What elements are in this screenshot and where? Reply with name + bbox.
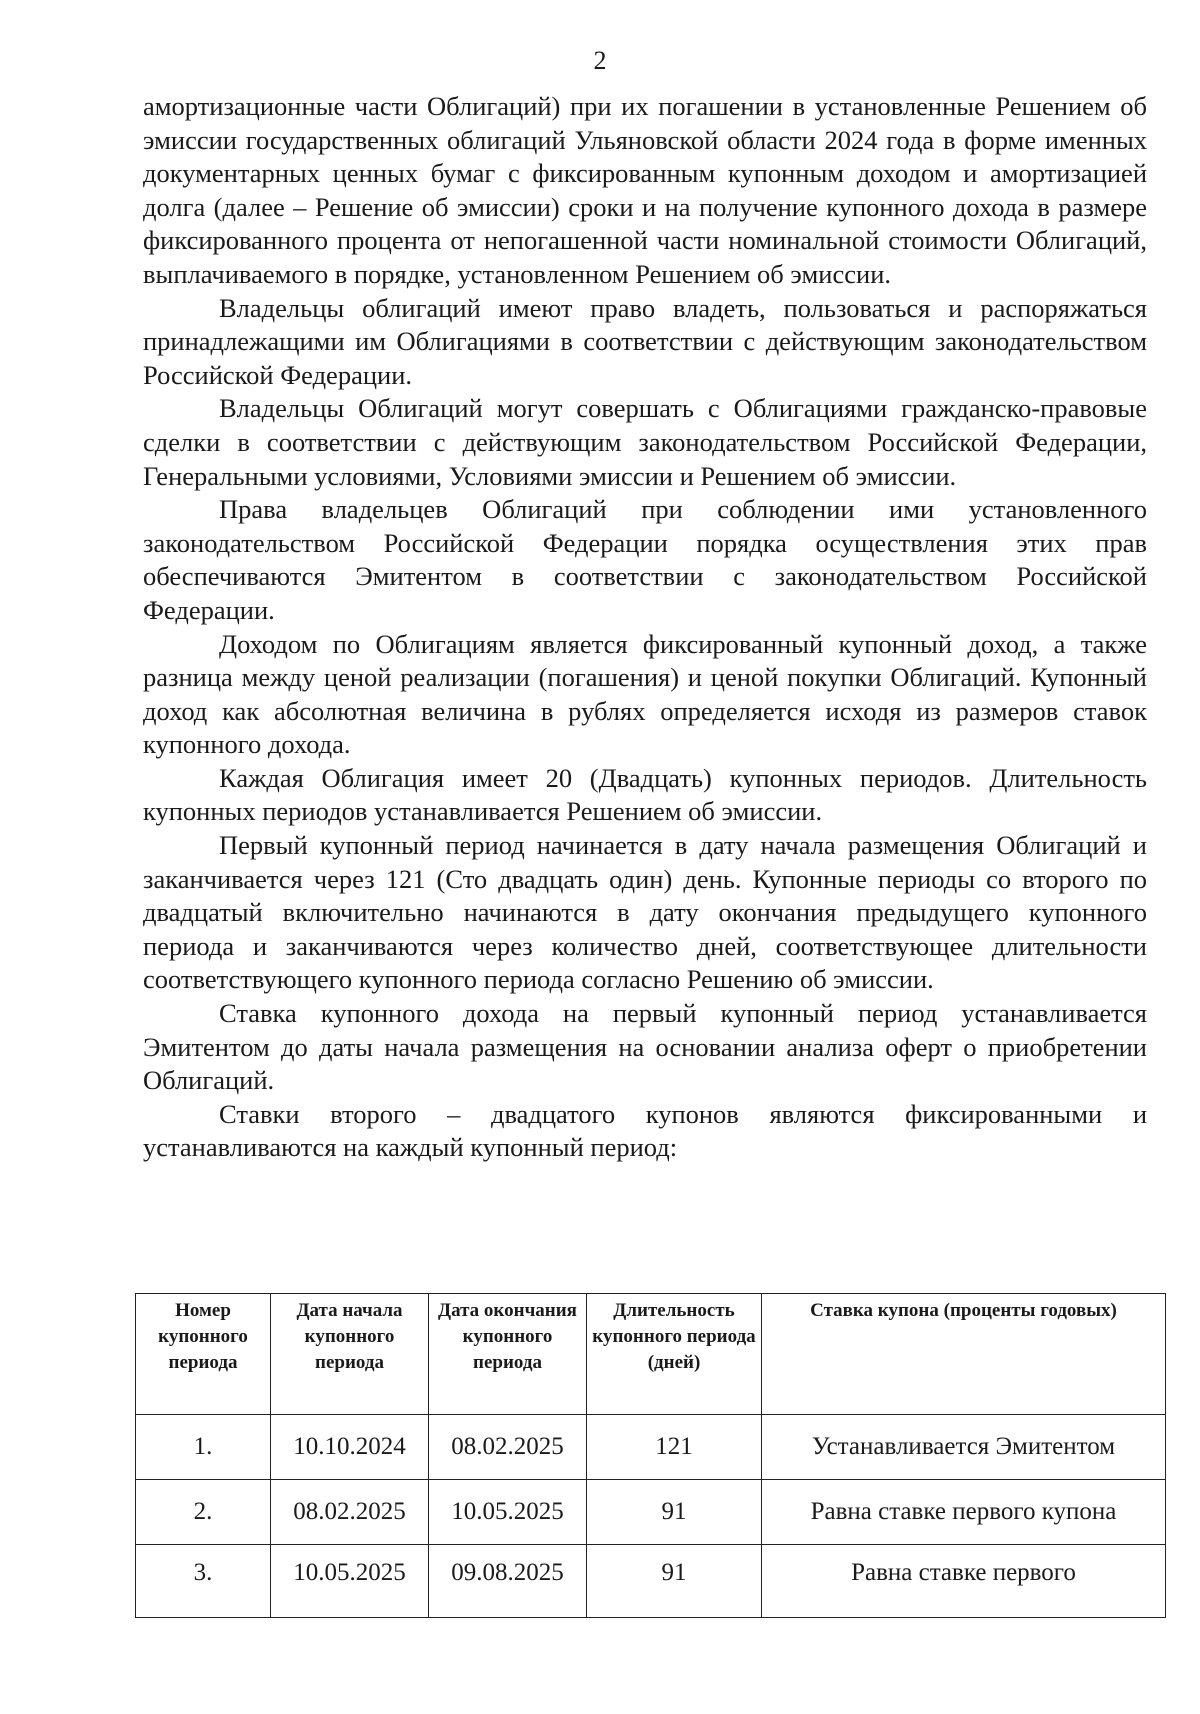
cell-duration: 91: [587, 1545, 762, 1618]
paragraph-owners-rights: Владельцы облигаций имеют право владеть, пользоваться и распоряжаться принадлежащими им Облигациями в соответствии с действующим законодательством Российской Федерации.: [143, 292, 1147, 390]
cell-start-date: 08.02.2025: [271, 1480, 429, 1545]
cell-start-date: 10.10.2024: [271, 1415, 429, 1480]
paragraph-first-rate: Ставка купонного дохода на первый купонный период устанавливается Эмитентом до даты начала размещения на основании анализа оферт о приобретении Облигаций.: [143, 998, 1147, 1096]
paragraph-first-period: Первый купонный период начинается в дату начала размещения Облигаций и заканчивается через 121 (Сто двадцать один) день. Купонные периоды со второго по двадцатый включительно начинаются в дату окончания предыдущего купонного периода и заканчиваются через количество дней, соответствующее длительности соответствующего купонного периода согласно Решению об эмиссии.: [143, 830, 1147, 995]
cell-period-number: 3.: [136, 1545, 271, 1618]
cell-start-date: 10.05.2025: [271, 1545, 429, 1618]
header-duration: Длительность купонного периода (дней): [587, 1294, 762, 1415]
header-period-number: Номер купонного периода: [136, 1294, 271, 1415]
cell-end-date: 10.05.2025: [429, 1480, 587, 1545]
paragraph-rights-protection: Права владельцев Облигаций при соблюдении ими установленного законодательством Российской Федерации порядка осуществления этих прав обеспечиваются Эмитентом в соответствии с законодательством Российской Федерации.: [143, 494, 1147, 625]
cell-period-number: 1.: [136, 1415, 271, 1480]
cell-period-number: 2.: [136, 1480, 271, 1545]
cell-duration: 91: [587, 1480, 762, 1545]
header-end-date: Дата окончания купонного периода: [429, 1294, 587, 1415]
cell-coupon-rate: Устанавливается Эмитентом: [762, 1415, 1166, 1480]
header-coupon-rate: Ставка купона (проценты годовых): [762, 1294, 1166, 1415]
paragraph-continuation: амортизационные части Облигаций) при их погашении в установленные Решением об эмиссии государственных облигаций Ульяновской области 2024 года в форме именных документарных ценных бумаг с фиксированным купонным доходом и амортизацией долга (далее – Решение об эмиссии) сроки и на получение купонного дохода в размере фиксированного процента от непогашенной части номинальной стоимости Облигаций, выплачиваемого в порядке, установленном Решением об эмиссии.: [143, 91, 1147, 289]
cell-end-date: 08.02.2025: [429, 1415, 587, 1480]
table-header-row: [136, 1294, 1166, 1415]
table-row: [136, 1545, 1166, 1618]
header-start-date: Дата начала купонного периода: [271, 1294, 429, 1415]
paragraph-fixed-rates: Ставки второго – двадцатого купонов являются фиксированными и устанавливаются на каждый купонный период:: [143, 1098, 1147, 1163]
cell-coupon-rate: Равна ставке первого: [762, 1545, 1166, 1618]
paragraph-income: Доходом по Облигациям является фиксированный купонный доход, а также разница между ценой реализации (погашения) и ценой покупки Облигаций. Купонный доход как абсолютная величина в рублях определяется исходя из размеров ставок купонного дохода.: [143, 628, 1147, 760]
paragraph-coupon-periods: Каждая Облигация имеет 20 (Двадцать) купонных периодов. Длительность купонных периодов устанавливается Решением об эмиссии.: [143, 762, 1147, 827]
coupon-table: [135, 1293, 1166, 1618]
table-row: [136, 1415, 1166, 1480]
document-body: [143, 90, 1147, 1165]
page-number: 2: [593, 46, 607, 75]
cell-duration: 121: [587, 1415, 762, 1480]
paragraph-transactions: Владельцы Облигаций могут совершать с Облигациями гражданско-правовые сделки в соответствии с действующим законодательством Российской Федерации, Генеральными условиями, Условиями эмиссии и Решением об эмиссии.: [143, 393, 1147, 491]
coupon-table-container: [135, 1293, 1165, 1618]
table-row: [136, 1480, 1166, 1545]
cell-coupon-rate: Равна ставке первого купона: [762, 1480, 1166, 1545]
cell-end-date: 09.08.2025: [429, 1545, 587, 1618]
